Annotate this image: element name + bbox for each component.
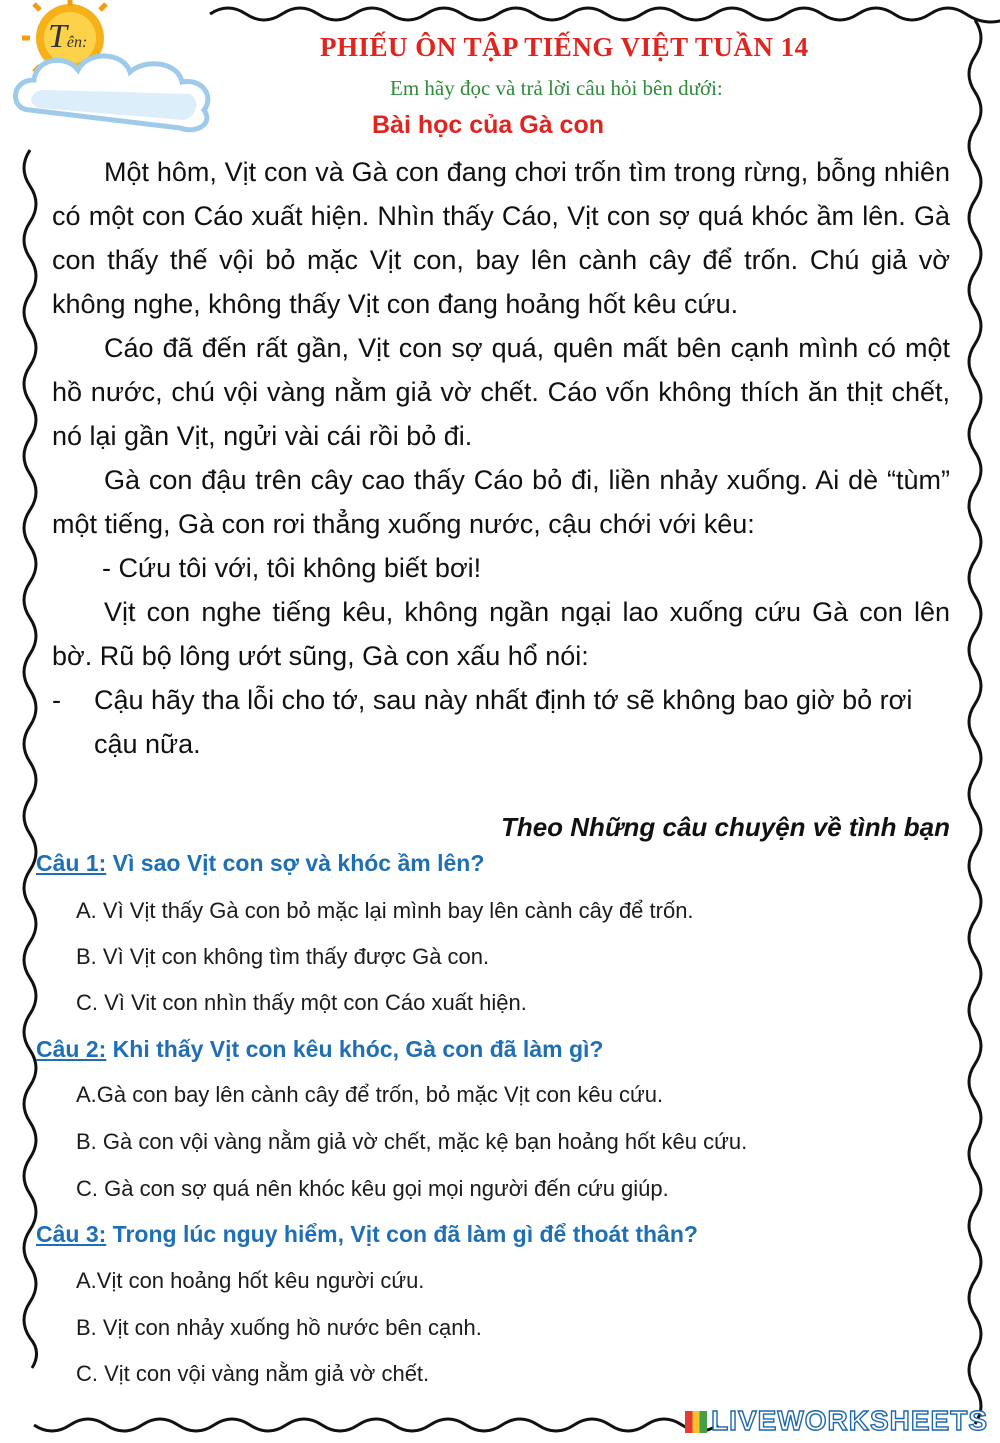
question-number: Câu 1: xyxy=(36,850,107,876)
option-3c[interactable]: C. Vịt con vội vàng nằm giả vờ chết. xyxy=(76,1361,430,1386)
story-title: Bài học của Gà con xyxy=(372,111,605,139)
option-3a[interactable]: A.Vịt con hoảng hốt kêu người cứu. xyxy=(76,1268,425,1293)
story-dialogue xyxy=(52,678,950,766)
story-source: Theo Những câu chuyện về tình bạn xyxy=(500,812,950,842)
option-3b[interactable]: B. Vịt con nhảy xuống hồ nước bên cạnh. xyxy=(76,1315,482,1340)
option-2a[interactable]: A.Gà con bay lên cành cây để trốn, bỏ mặc Vịt con kêu cứu. xyxy=(76,1082,664,1107)
question-3 xyxy=(36,1221,698,1248)
question-text: Vì sao Vịt con sợ và khóc ầm lên? xyxy=(106,850,485,876)
story-text xyxy=(52,150,950,766)
question-text: Trong lúc nguy hiểm, Vịt con đã làm gì để thoát thân? xyxy=(106,1221,698,1247)
story-paragraph: Cáo đã đến rất gần, Vịt con sợ quá, quên mất bên cạnh mình có một hồ nước, chú vội vàng nằm giả vờ chết. Cáo vốn không thích ăn thịt chết, nó lại gần Vịt, ngửi vài cái rồi bỏ đi. xyxy=(52,333,950,451)
liveworksheets-logo: LIVEWORKSHEETS xyxy=(685,1405,988,1437)
story-paragraph: Gà con đậu trên cây cao thấy Cáo bỏ đi, liền nhảy xuống. Ai dè “tùm” một tiếng, Gà con rơi thẳng xuống nước, cậu chới với kêu: xyxy=(52,465,950,539)
page-subtitle: Em hãy đọc và trả lời câu hỏi bên dưới: xyxy=(390,76,723,100)
story-dialogue-text: Cậu hãy tha lỗi cho tớ, sau này nhất định tớ sẽ không bao giờ bỏ rơi cậu nữa. xyxy=(94,685,913,759)
option-1c[interactable]: C. Vì Vit con nhìn thấy một con Cáo xuất hiện. xyxy=(76,990,527,1015)
option-1b[interactable]: B. Vì Vịt con không tìm thấy được Gà con. xyxy=(76,944,490,969)
question-1 xyxy=(36,850,484,877)
dash-mark: - xyxy=(52,685,61,715)
question-text: Khi thấy Vịt con kêu khóc, Gà con đã làm gì? xyxy=(106,1036,604,1062)
name-label: Tên: xyxy=(48,18,88,55)
question-2 xyxy=(36,1036,603,1063)
cloud-icon xyxy=(15,56,207,130)
question-number: Câu 3: xyxy=(36,1221,107,1247)
question-number: Câu 2: xyxy=(36,1036,107,1062)
logo-icon xyxy=(685,1411,707,1433)
story-dialogue: - Cứu tôi với, tôi không biết bơi! xyxy=(102,553,482,583)
story-paragraph: Vịt con nghe tiếng kêu, không ngần ngại lao xuống cứu Gà con lên bờ. Rũ bộ lông ướt sũng, Gà con xấu hổ nói: xyxy=(52,597,950,671)
page-title: PHIẾU ÔN TẬP TIẾNG VIỆT TUẦN 14 xyxy=(320,32,809,62)
option-1a[interactable]: A. Vì Vịt thấy Gà con bỏ mặc lại mình bay lên cành cây để trốn. xyxy=(76,898,694,923)
story-paragraph: Một hôm, Vịt con và Gà con đang chơi trốn tìm trong rừng, bỗng nhiên có một con Cáo xuất hiện. Nhìn thấy Cáo, Vịt con sợ quá khóc ầm lên. Gà con thấy thế vội bỏ mặc Vịt con, bay lên cành cây để trốn. Chú giả vờ không nghe, không thấy Vịt con đang hoảng hốt kêu cứu. xyxy=(52,157,950,319)
option-2c[interactable]: C. Gà con sợ quá nên khóc kêu gọi mọi người đến cứu giúp. xyxy=(76,1176,669,1201)
option-2b[interactable]: B. Gà con vội vàng nằm giả vờ chết, mặc kệ bạn hoảng hốt kêu cứu. xyxy=(76,1129,748,1154)
